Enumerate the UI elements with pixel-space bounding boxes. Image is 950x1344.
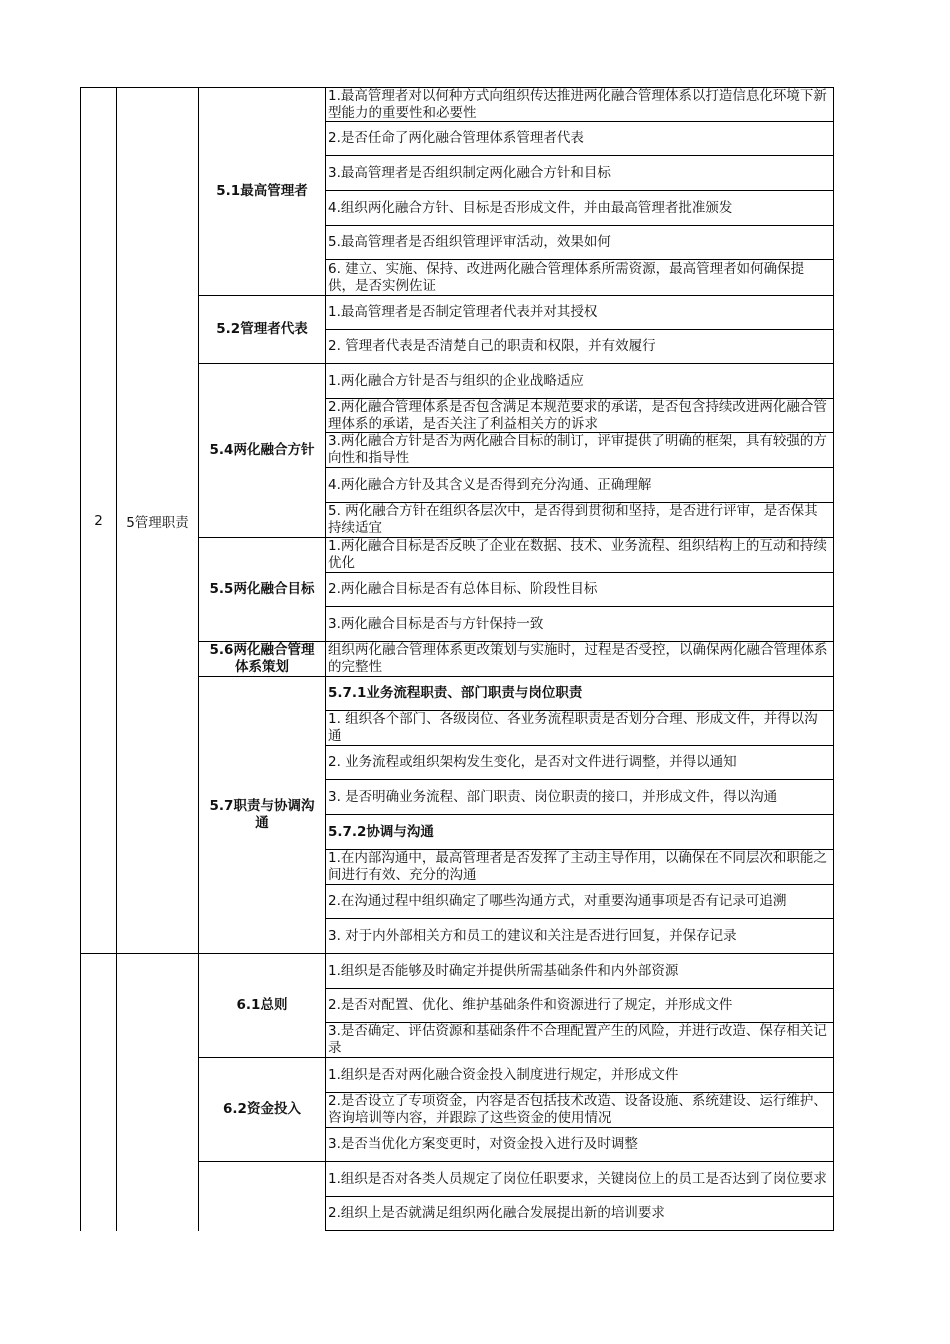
grid-line	[198, 87, 199, 1231]
grid-line	[325, 121, 834, 122]
grid-line	[198, 295, 325, 296]
checklist-item: 2.两化融合管理体系是否包含满足本规范要求的承诺，是否包含持续改进两化融合管理体系的承诺，是否关注了利益相关方的诉求	[328, 399, 827, 432]
checklist-item: 3.最高管理者是否组织制定两化融合方针和目标	[328, 164, 611, 181]
grid-line	[80, 87, 198, 88]
grid-line	[325, 884, 834, 885]
section-title: 5.7职责与协调沟通	[209, 798, 315, 831]
grid-line	[325, 1127, 834, 1128]
grid-line	[325, 953, 834, 954]
grid-line	[325, 87, 834, 88]
grid-line	[325, 537, 834, 538]
grid-line	[325, 190, 834, 191]
checklist-item: 3. 是否明确业务流程、部门职责、岗位职责的接口，并形成文件，得以沟通	[328, 788, 778, 805]
grid-line	[325, 398, 834, 399]
checklist-item: 2. 管理者代表是否清楚自己的职责和权限，并有效履行	[328, 338, 656, 354]
grid-line	[325, 225, 834, 226]
grid-line	[325, 1022, 834, 1023]
grid-line	[833, 87, 834, 1231]
grid-line	[325, 641, 834, 642]
checklist-item: 4.组织两化融合方针、目标是否形成文件，并由最高管理者批准颁发	[328, 199, 733, 216]
grid-line	[198, 363, 325, 364]
grid-line	[198, 1057, 325, 1058]
grid-line	[325, 467, 834, 468]
checklist-item: 5. 两化融合方针在组织各层次中，是否得到贯彻和坚持，是否进行评审，是否保其持续适宜	[328, 503, 818, 536]
checklist-item: 3.两化融合方针是否为两化融合目标的制订，评审提供了明确的框架，具有较强的方向性和指导性	[328, 433, 827, 466]
checklist-item: 1.两化融合方针是否与组织的企业战略适应	[328, 372, 584, 389]
checklist-item: 1.组织是否能够及时确定并提供所需基础条件和内外部资源	[328, 962, 679, 979]
checklist-item: 1.在内部沟通中，最高管理者是否发挥了主动主导作用，以确保在不同层次和职能之间进行有效、充分的沟通	[328, 850, 827, 883]
checklist-item: 1.两化融合目标是否反映了企业在数据、技术、业务流程、组织结构上的互动和持续优化	[328, 538, 827, 571]
checklist-item: 5.最高管理者是否组织管理评审活动，效果如何	[328, 234, 611, 250]
grid-line	[325, 329, 834, 330]
grid-line	[325, 87, 326, 1231]
section-title: 5.6两化融合管理体系策划	[209, 642, 315, 675]
subsection-title: 5.7.1业务流程职责、部门职责与岗位职责	[328, 685, 583, 701]
checklist-item: 2.组织上是否就满足组织两化融合发展提出新的培训要求	[328, 1205, 665, 1221]
grid-line	[198, 537, 325, 538]
section-title	[199, 1162, 325, 1230]
grid-line	[325, 432, 834, 433]
checklist-item: 1. 组织各个部门、各级岗位、各业务流程职责是否划分合理、形成文件，并得以沟通	[328, 711, 818, 744]
grid-line	[325, 779, 834, 780]
grid-line	[198, 1161, 325, 1162]
section-title: 6.1总则	[236, 997, 288, 1013]
checklist-item: 2.两化融合目标是否有总体目标、阶段性目标	[328, 581, 598, 597]
grid-line	[325, 814, 834, 815]
checklist-item: 2.是否对配置、优化、维护基础条件和资源进行了规定，并形成文件	[328, 997, 733, 1013]
grid-line	[325, 676, 834, 677]
grid-line	[325, 363, 834, 364]
checklist-item: 组织两化融合管理体系更改策划与实施时，过程是否受控，以确保两化融合管理体系的完整性	[328, 642, 828, 675]
grid-line	[325, 502, 834, 503]
grid-line	[325, 606, 834, 607]
section-title: 5.4两化融合方针	[209, 442, 315, 458]
subsection-title: 5.7.2协调与沟通	[328, 823, 434, 840]
grid-line	[325, 1230, 834, 1231]
grid-line	[325, 918, 834, 919]
grid-line	[198, 641, 325, 642]
grid-line	[325, 1161, 834, 1162]
checklist-item: 3.是否确定、评估资源和基础条件不合理配置产生的风险，并进行改造、保存相关记录	[328, 1023, 827, 1056]
checklist-item: 3.是否当优化方案变更时，对资金投入进行及时调整	[328, 1136, 638, 1152]
checklist-item: 1.组织是否对两化融合资金投入制度进行规定，并形成文件	[328, 1066, 679, 1083]
grid-line	[325, 988, 834, 989]
checklist-item: 1.最高管理者对以何种方式向组织传达推进两化融合管理体系以打造信息化环境下新型能力的重要性和必要性	[328, 88, 827, 121]
checklist-item: 1.组织是否对各类人员规定了岗位任职要求，关键岗位上的员工是否达到了岗位要求	[328, 1170, 827, 1187]
grid-line	[325, 295, 834, 296]
grid-line	[198, 87, 325, 88]
section-title: 6.2资金投入	[223, 1101, 301, 1117]
grid-line	[325, 745, 834, 746]
section-title: 5.1最高管理者	[216, 183, 308, 199]
grid-line	[325, 155, 834, 156]
checklist-item: 2.是否设立了专项资金，内容是否包括技术改造、设备设施、系统建设、运行维护、咨询培训等内容，并跟踪了这些资金的使用情况	[328, 1093, 827, 1126]
checklist-item: 2.在沟通过程中组织确定了哪些沟通方式，对重要沟通事项是否有记录可追溯	[328, 893, 787, 909]
grid-line	[325, 572, 834, 573]
grid-line	[80, 87, 81, 1231]
checklist-item: 3.两化融合目标是否与方针保持一致	[328, 615, 544, 632]
checklist-item: 6. 建立、实施、保持、改进两化融合管理体系所需资源，最高管理者如何确保提供，是否实例佐证	[328, 260, 805, 294]
section-title: 5.5两化融合目标	[209, 581, 315, 597]
checklist-item: 2. 业务流程或组织架构发生变化，是否对文件进行调整，并得以通知	[328, 754, 737, 770]
grid-line	[116, 87, 117, 1231]
grid-line	[198, 676, 325, 677]
item-number: 2	[94, 512, 103, 529]
section-title: 5.2管理者代表	[216, 321, 308, 337]
category-label: 5管理职责	[126, 514, 189, 531]
checklist-item: 4.两化融合方针及其含义是否得到充分沟通、正确理解	[328, 476, 652, 493]
grid-line	[325, 1196, 834, 1197]
grid-line	[325, 849, 834, 850]
grid-line	[325, 259, 834, 260]
grid-line	[325, 1092, 834, 1093]
checklist-item: 1.最高管理者是否制定管理者代表并对其授权	[328, 304, 598, 320]
checklist-item: 2.是否任命了两化融合管理体系管理者代表	[328, 130, 584, 146]
checklist-item: 3. 对于内外部相关方和员工的建议和关注是否进行回复，并保存记录	[328, 927, 737, 944]
grid-line	[325, 1057, 834, 1058]
grid-line	[325, 710, 834, 711]
